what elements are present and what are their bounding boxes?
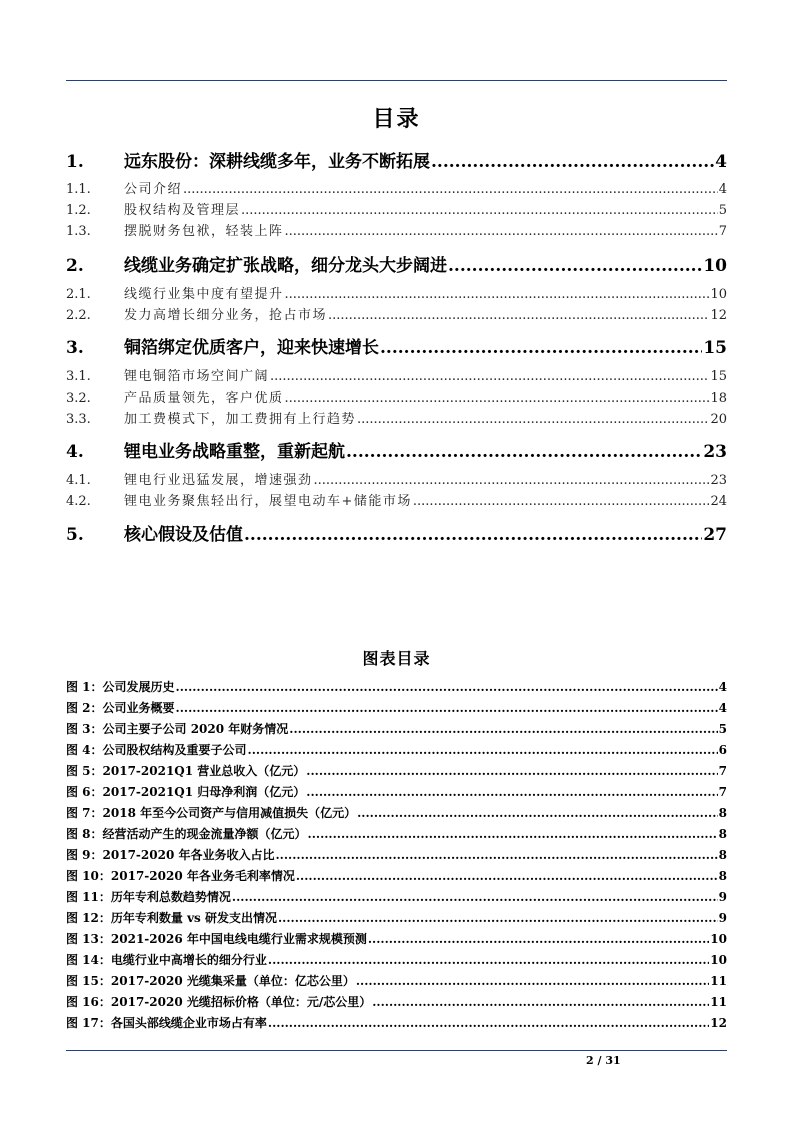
toc-number: 1.3. xyxy=(66,224,91,239)
page-indicator: 2 / 31 xyxy=(586,1054,621,1067)
figure-entry-11[interactable] xyxy=(66,888,727,905)
leader-dots xyxy=(372,995,709,1009)
figure-label: 经营活动产生的现金流量净额（亿元） xyxy=(102,827,307,841)
figure-label: 各国头部线缆企业市场占有率 xyxy=(110,1016,267,1030)
figure-page: 7 xyxy=(718,764,727,778)
toc-page: 10 xyxy=(703,256,727,276)
figure-page: 7 xyxy=(718,785,727,799)
toc-label: 锂电业务聚焦轻出行，展望电动车+储能市场 xyxy=(124,494,412,509)
figure-page: 10 xyxy=(710,953,727,967)
toc-page: 18 xyxy=(710,391,727,406)
toc-page: 15 xyxy=(710,369,727,384)
figure-entry-3[interactable] xyxy=(66,720,727,737)
toc-label: 产品质量领先，客户优质 xyxy=(124,391,284,406)
figure-page: 6 xyxy=(718,743,727,757)
leader-dots xyxy=(248,743,718,757)
toc-entry-1-3[interactable] xyxy=(66,220,727,238)
leader-dots xyxy=(306,785,717,799)
leader-dots xyxy=(368,932,709,946)
figure-number: 图 3： xyxy=(66,722,103,736)
leader-dots xyxy=(183,182,718,197)
toc-entry-3-3[interactable] xyxy=(66,408,727,426)
toc-label: 远东股份：深耕线缆多年，业务不断拓展 xyxy=(124,152,430,172)
figure-number: 图 6： xyxy=(66,785,103,799)
figure-label: 公司业务概要 xyxy=(102,701,175,715)
figure-entry-5[interactable] xyxy=(66,762,727,779)
toc-page: 10 xyxy=(710,287,727,302)
toc-entry-1-1[interactable] xyxy=(66,178,727,196)
figure-label: 历年专利总数趋势情况 xyxy=(110,890,231,904)
toc-page: 15 xyxy=(703,338,727,358)
leader-dots xyxy=(328,308,709,323)
toc-entry-2-2[interactable] xyxy=(66,304,727,322)
toc-entry-3[interactable] xyxy=(66,333,727,358)
leader-dots xyxy=(276,848,718,862)
figure-entry-12[interactable] xyxy=(66,909,727,926)
leader-dots xyxy=(346,442,702,462)
toc-number: 1. xyxy=(66,152,84,172)
toc-label: 股权结构及管理层 xyxy=(124,203,241,218)
figure-page: 5 xyxy=(718,722,727,736)
leader-dots xyxy=(357,412,709,427)
leader-dots xyxy=(244,525,702,545)
footer-rule xyxy=(66,1050,727,1051)
leader-dots xyxy=(270,369,709,384)
toc-label: 线缆行业集中度有望提升 xyxy=(124,287,284,302)
figure-number: 图 2： xyxy=(66,701,103,715)
leader-dots xyxy=(357,806,718,820)
figure-number: 图 8： xyxy=(66,827,103,841)
toc-page: 27 xyxy=(703,525,727,545)
leader-dots xyxy=(431,152,714,172)
figure-entry-10[interactable] xyxy=(66,867,727,884)
leader-dots xyxy=(413,494,710,509)
toc-entry-4-1[interactable] xyxy=(66,469,727,487)
toc-label: 核心假设及估值 xyxy=(124,525,243,545)
figure-label: 电缆行业中高增长的细分行业 xyxy=(110,953,267,967)
figure-number: 图 14： xyxy=(66,953,111,967)
toc-number: 1.2. xyxy=(66,203,91,218)
header-rule xyxy=(66,80,727,81)
leader-dots xyxy=(285,224,718,239)
figure-page: 8 xyxy=(718,806,727,820)
toc-entry-1[interactable] xyxy=(66,147,727,172)
toc-title: 目录 xyxy=(372,106,421,132)
figure-entry-13[interactable] xyxy=(66,930,727,947)
toc-label: 铜箔绑定优质客户，迎来快速增长 xyxy=(124,338,379,358)
leader-dots xyxy=(285,287,710,302)
figure-page: 11 xyxy=(710,974,727,988)
leader-dots xyxy=(448,256,702,276)
leader-dots xyxy=(232,890,718,904)
figure-entry-1[interactable] xyxy=(66,678,727,695)
figure-number: 图 4： xyxy=(66,743,103,757)
toc-entry-2-1[interactable] xyxy=(66,283,727,301)
figure-entry-2[interactable] xyxy=(66,699,727,716)
figure-number: 图 17： xyxy=(66,1016,111,1030)
figure-number: 图 13： xyxy=(66,932,111,946)
figure-entry-15[interactable] xyxy=(66,972,727,989)
leader-dots xyxy=(306,764,717,778)
toc-label: 线缆业务确定扩张战略，细分龙头大步阔进 xyxy=(124,256,447,276)
toc-label: 锂电业务战略重整，重新起航 xyxy=(124,442,345,462)
toc-number: 3.2. xyxy=(66,391,91,406)
figure-label: 公司股权结构及重要子公司 xyxy=(102,743,247,757)
leader-dots xyxy=(356,974,709,988)
toc-label: 公司介绍 xyxy=(124,182,183,197)
figure-number: 图 11： xyxy=(66,890,111,904)
toc-number: 3. xyxy=(66,338,84,358)
toc-entry-4-2[interactable] xyxy=(66,490,727,508)
figure-label: 2021-2026 年中国电线电缆行业需求规模预测 xyxy=(110,932,367,946)
toc-label: 锂电行业迅猛发展，增速强劲 xyxy=(124,473,313,488)
leader-dots xyxy=(289,722,717,736)
toc-number: 2.1. xyxy=(66,287,91,302)
toc-number: 4.1. xyxy=(66,473,91,488)
figure-label: 公司发展历史 xyxy=(102,680,175,694)
figure-page: 10 xyxy=(710,932,727,946)
toc-label: 摆脱财务包袱，轻装上阵 xyxy=(124,224,284,239)
figure-entry-6[interactable] xyxy=(66,783,727,800)
figure-label: 2017-2020 年各业务收入占比 xyxy=(102,848,275,862)
figure-page: 8 xyxy=(718,827,727,841)
figure-entry-8[interactable] xyxy=(66,825,727,842)
toc-entry-1-2[interactable] xyxy=(66,199,727,217)
figure-label: 2017-2020 光缆招标价格（单位：元/芯公里） xyxy=(110,995,372,1009)
figure-entry-14[interactable] xyxy=(66,951,727,968)
figure-number: 图 12： xyxy=(66,911,111,925)
leader-dots xyxy=(176,680,718,694)
figure-entry-17[interactable] xyxy=(66,1014,727,1031)
figure-label: 公司主要子公司 2020 年财务情况 xyxy=(102,722,289,736)
toc-number: 3.1. xyxy=(66,369,91,384)
toc-number: 4. xyxy=(66,442,84,462)
toc-page: 23 xyxy=(703,442,727,462)
figure-label: 2017-2020 年各业务毛利率情况 xyxy=(110,869,295,883)
toc-page: 4 xyxy=(715,152,727,172)
figure-entry-16[interactable] xyxy=(66,993,727,1010)
toc-page: 7 xyxy=(718,224,727,239)
leader-dots xyxy=(285,391,710,406)
toc-page: 12 xyxy=(710,308,727,323)
toc-number: 5. xyxy=(66,525,84,545)
leader-dots xyxy=(268,953,709,967)
figure-entry-7[interactable] xyxy=(66,804,727,821)
figure-number: 图 5： xyxy=(66,764,103,778)
toc-label: 锂电铜箔市场空间广阔 xyxy=(124,369,270,384)
figure-number: 图 7： xyxy=(66,806,103,820)
leader-dots xyxy=(314,473,710,488)
toc-page: 4 xyxy=(718,182,727,197)
figure-entry-9[interactable] xyxy=(66,846,727,863)
toc-entry-3-1[interactable] xyxy=(66,365,727,383)
leader-dots xyxy=(176,701,718,715)
toc-number: 4.2. xyxy=(66,494,91,509)
figure-label: 2017-2020 光缆集采量（单位：亿芯公里） xyxy=(110,974,355,988)
figure-label: 2017-2021Q1 营业总收入（亿元） xyxy=(102,764,306,778)
toc-entry-3-2[interactable] xyxy=(66,387,727,405)
figure-page: 4 xyxy=(718,680,727,694)
figure-number: 图 15： xyxy=(66,974,111,988)
toc-page: 23 xyxy=(710,473,727,488)
figure-label: 2017-2021Q1 归母净利润（亿元） xyxy=(102,785,306,799)
figure-number: 图 1： xyxy=(66,680,103,694)
figure-page: 8 xyxy=(718,848,727,862)
toc-label: 发力高增长细分业务，抢占市场 xyxy=(124,308,328,323)
leader-dots xyxy=(296,869,718,883)
toc-number: 2.2. xyxy=(66,308,91,323)
toc-entry-2[interactable] xyxy=(66,251,727,276)
toc-page: 20 xyxy=(710,412,727,427)
leader-dots xyxy=(308,827,718,841)
toc-number: 3.3. xyxy=(66,412,91,427)
figure-page: 12 xyxy=(710,1016,727,1030)
figure-entry-4[interactable] xyxy=(66,741,727,758)
leader-dots xyxy=(278,911,718,925)
figure-page: 8 xyxy=(718,869,727,883)
figure-page: 4 xyxy=(718,701,727,715)
leader-dots xyxy=(380,338,702,358)
figure-page: 11 xyxy=(710,995,727,1009)
figure-number: 图 10： xyxy=(66,869,111,883)
toc-page: 5 xyxy=(718,203,727,218)
leader-dots xyxy=(241,203,718,218)
toc-label: 加工费模式下，加工费拥有上行趋势 xyxy=(124,412,357,427)
toc-number: 1.1. xyxy=(66,182,91,197)
leader-dots xyxy=(268,1016,709,1030)
toc-entry-5[interactable] xyxy=(66,520,727,545)
toc-page: 24 xyxy=(710,494,727,509)
figure-page: 9 xyxy=(718,890,727,904)
figure-page: 9 xyxy=(718,911,727,925)
figure-number: 图 9： xyxy=(66,848,103,862)
figures-title: 图表目录 xyxy=(362,649,431,668)
figure-label: 2018 年至今公司资产与信用减值损失（亿元） xyxy=(102,806,357,820)
toc-entry-4[interactable] xyxy=(66,437,727,462)
figure-number: 图 16： xyxy=(66,995,111,1009)
toc-number: 2. xyxy=(66,256,84,276)
figure-label: 历年专利数量 vs 研发支出情况 xyxy=(110,911,277,925)
